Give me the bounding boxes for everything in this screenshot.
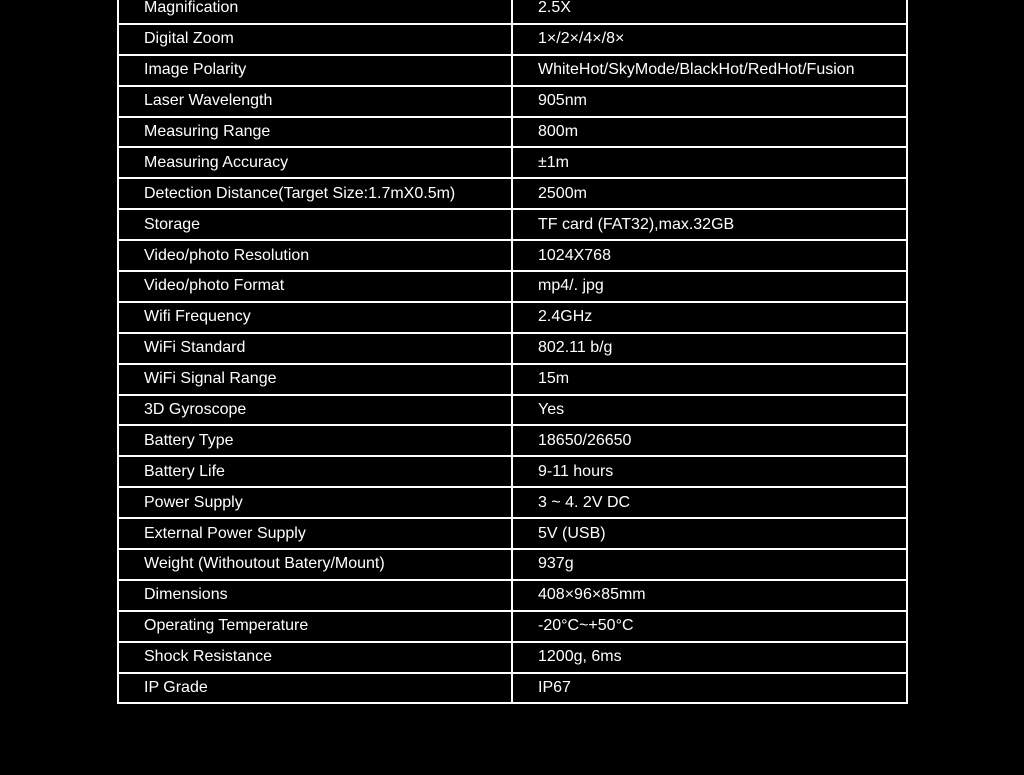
spec-row xyxy=(118,673,907,704)
spec-label: Measuring Range xyxy=(118,117,512,148)
spec-row xyxy=(118,487,907,518)
spec-value: 9-11 hours xyxy=(512,456,907,487)
spec-value: 2.4GHz xyxy=(512,302,907,333)
spec-label: WiFi Standard xyxy=(118,333,512,364)
spec-row xyxy=(118,209,907,240)
spec-row xyxy=(118,642,907,673)
spec-value: 5V (USB) xyxy=(512,518,907,549)
spec-value: 18650/26650 xyxy=(512,425,907,456)
spec-label: Shock Resistance xyxy=(118,642,512,673)
spec-row xyxy=(118,302,907,333)
spec-value: WhiteHot/SkyMode/BlackHot/RedHot/Fusion xyxy=(512,55,907,86)
spec-value: 1024X768 xyxy=(512,240,907,271)
spec-label: Digital Zoom xyxy=(118,24,512,55)
spec-row xyxy=(118,333,907,364)
spec-label: Video/photo Format xyxy=(118,271,512,302)
spec-row xyxy=(118,611,907,642)
spec-label: IP Grade xyxy=(118,673,512,704)
spec-row xyxy=(118,178,907,209)
spec-value: 937g xyxy=(512,549,907,580)
spec-row xyxy=(118,364,907,395)
spec-label: Weight (Withoutout Batery/Mount) xyxy=(118,549,512,580)
spec-label: Wifi Frequency xyxy=(118,302,512,333)
spec-label: Dimensions xyxy=(118,580,512,611)
spec-value: 800m xyxy=(512,117,907,148)
spec-value: 1×/2×/4×/8× xyxy=(512,24,907,55)
spec-label: Video/photo Resolution xyxy=(118,240,512,271)
spec-value: 2.5X xyxy=(512,0,907,24)
spec-label: Laser Wavelength xyxy=(118,86,512,117)
spec-row xyxy=(118,580,907,611)
spec-row xyxy=(118,425,907,456)
spec-value: IP67 xyxy=(512,673,907,704)
spec-label: Power Supply xyxy=(118,487,512,518)
spec-row xyxy=(118,395,907,426)
spec-row xyxy=(118,549,907,580)
spec-value: TF card (FAT32),max.32GB xyxy=(512,209,907,240)
spec-label: Image Polarity xyxy=(118,55,512,86)
spec-label: Detection Distance(Target Size:1.7mX0.5m) xyxy=(118,178,512,209)
spec-row xyxy=(118,147,907,178)
spec-row xyxy=(118,24,907,55)
spec-table xyxy=(117,0,908,704)
spec-label: Storage xyxy=(118,209,512,240)
spec-value: 15m xyxy=(512,364,907,395)
spec-value: mp4/. jpg xyxy=(512,271,907,302)
spec-label: 3D Gyroscope xyxy=(118,395,512,426)
spec-value: 3 ~ 4. 2V DC xyxy=(512,487,907,518)
spec-label: Battery Type xyxy=(118,425,512,456)
spec-row xyxy=(118,240,907,271)
spec-label: Magnification xyxy=(118,0,512,24)
spec-value: -20°C~+50°C xyxy=(512,611,907,642)
spec-value: 802.11 b/g xyxy=(512,333,907,364)
spec-label: External Power Supply xyxy=(118,518,512,549)
spec-label: WiFi Signal Range xyxy=(118,364,512,395)
spec-value: ±1m xyxy=(512,147,907,178)
spec-row xyxy=(118,518,907,549)
spec-label: Battery Life xyxy=(118,456,512,487)
spec-row xyxy=(118,117,907,148)
spec-row xyxy=(118,86,907,117)
spec-row xyxy=(118,55,907,86)
spec-table-body xyxy=(118,0,907,703)
spec-value: 905nm xyxy=(512,86,907,117)
spec-row xyxy=(118,456,907,487)
spec-row xyxy=(118,0,907,24)
spec-value: 1200g, 6ms xyxy=(512,642,907,673)
spec-row xyxy=(118,271,907,302)
spec-label: Measuring Accuracy xyxy=(118,147,512,178)
spec-label: Operating Temperature xyxy=(118,611,512,642)
spec-value: Yes xyxy=(512,395,907,426)
spec-value: 408×96×85mm xyxy=(512,580,907,611)
spec-value: 2500m xyxy=(512,178,907,209)
